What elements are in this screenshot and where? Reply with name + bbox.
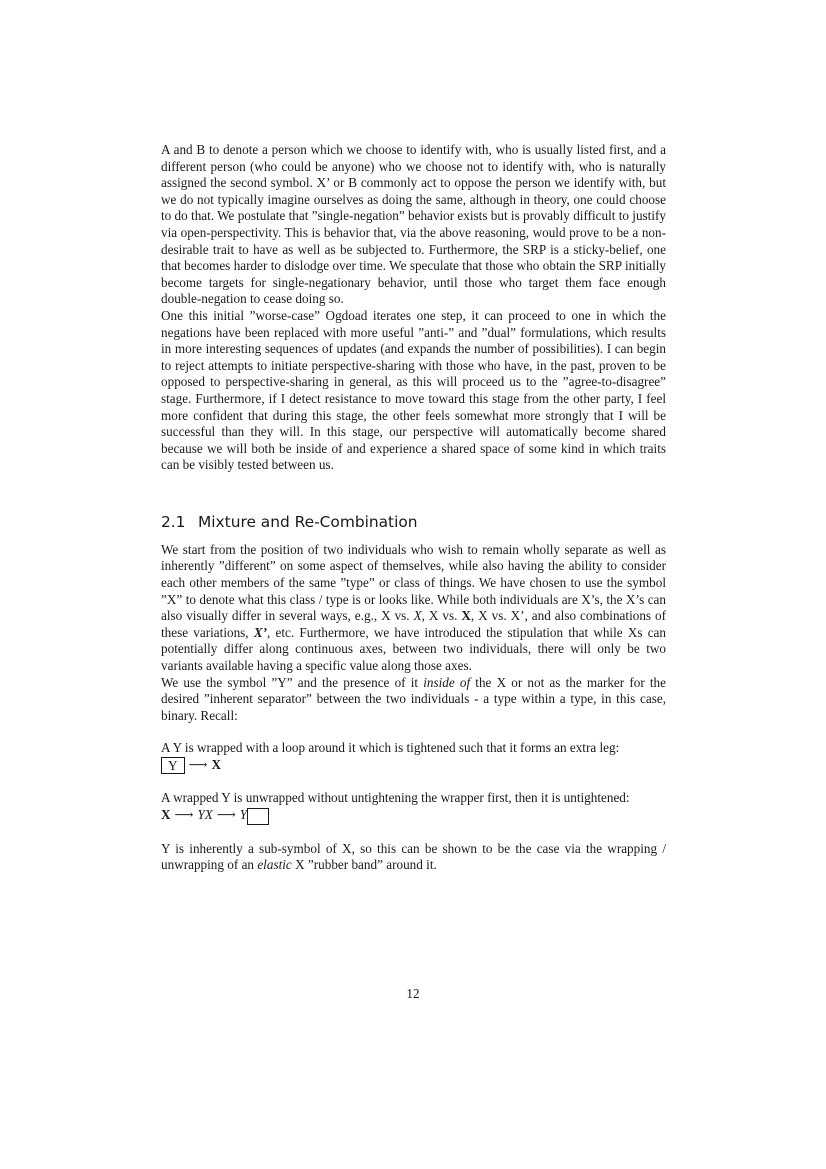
x-bold: X (461, 608, 471, 624)
paragraph-intro: A and B to denote a person which we choose to identify with, who is usually listed first, and a different person (who could be anyone) who we choose not to identify with, who is naturally assigned the second symbol. X’ or B commonly act to oppose the person we identify with, but we do not typically imagine ourselves as doing the same, although in theory, one could choose to do that. We postulate that ”single-negation” behavior exists but is provably difficult to justify via open-perspectivity. This is behavior that, via the above reasoning, would prove to be a non-desirable trait to have as well as be subjected to. Furthermore, the SRP is a sticky-belief, one that becomes harder to dislodge over time. We speculate that those who obtain the SRP initially become targets for single-negationary behavior, until those who target them face enough double-negation to cease doing so. (161, 142, 666, 307)
formula-unwrap (161, 807, 666, 824)
arrow-symbol: ⟶ (174, 807, 194, 823)
section-number: 2.1 (161, 512, 186, 531)
boxed-y: Y (161, 757, 185, 774)
formula-end-y: Y (239, 807, 248, 823)
paragraph-ogdoad: One this initial ”worse-case” Ogdoad iterates one step, it can proceed to one in which the negations have been replaced with more useful ”anti-” and ”dual” formulations, which results in more interesting sequences of updates (and expands the number of possibilities). I can begin to reject attempts to initiate perspective-sharing with those who have, in the past, proven to be opposed to perspective-sharing in general, as this will proceed us to the ”agree-to-disagree” stage. Furthermore, if I detect resistance to move toward this stage from the other party, I feel more confident that during this stage, the other feels somewhat more strongly that I will be successful than they will. In this stage, our perspective will automatically become shared because we will both be inside of and experience a shared space of some kind in which traits can be visibly tested between us. (161, 307, 666, 473)
page-body (161, 142, 666, 874)
x-italic: X (413, 608, 422, 624)
section-heading (161, 512, 666, 532)
arrow-symbol: ⟶ (216, 807, 236, 823)
arrow-symbol: ⟶ (188, 757, 208, 772)
inside-of-italic: inside of (423, 674, 471, 690)
paragraph-unwrap: A wrapped Y is unwrapped without untightening the wrapper first, then it is untightened: (161, 790, 630, 806)
paragraph-two-individuals: We start from the position of two individuals who wish to remain wholly separate as well as inherently ”different” on some aspect of themselves, while also having the ability to consider each other members of the same ”type” or class of things. We have chosen to use the symbol ”X” to denote what this class / type is or looks like. While both individuals are X’s, the X’s can also visually differ in several ways, e.g., X vs. X, X vs. X, X vs. X’, and also combinations of these variations, X’, etc. Furthermore, we have introduced the stipulation that while Xs can potentially differ along continuous axes, between two individuals, there will only be two variants available having a specific value along those axes. (161, 541, 667, 674)
formula-start-x: X (161, 807, 171, 823)
elastic-italic: elastic (257, 857, 292, 873)
formula-wrap (161, 757, 666, 774)
section-title: Mixture and Re-Combination (198, 512, 418, 531)
paragraph-sub-symbol: Y is inherently a sub-symbol of X, so this can be shown to be the case via the wrapping / unwrapping of an elastic X ”rubber band” around it. (161, 840, 666, 873)
empty-box (247, 808, 269, 825)
paragraph-y-symbol: We use the symbol ”Y” and the presence of it inside of the X or not as the marker for the desired ”inherent separator” between the two individuals - a type within a type, in this case, binary. Recall: (161, 674, 666, 723)
formula-mid-yx: YX (197, 807, 213, 823)
paragraph-wrap: A Y is wrapped with a loop around it which is tightened such that it forms an extra leg: (161, 740, 620, 756)
page-number: 12 (406, 986, 420, 1001)
x-prime-bold-italic: X’ (253, 624, 268, 640)
formula-result-x: X (211, 757, 221, 772)
